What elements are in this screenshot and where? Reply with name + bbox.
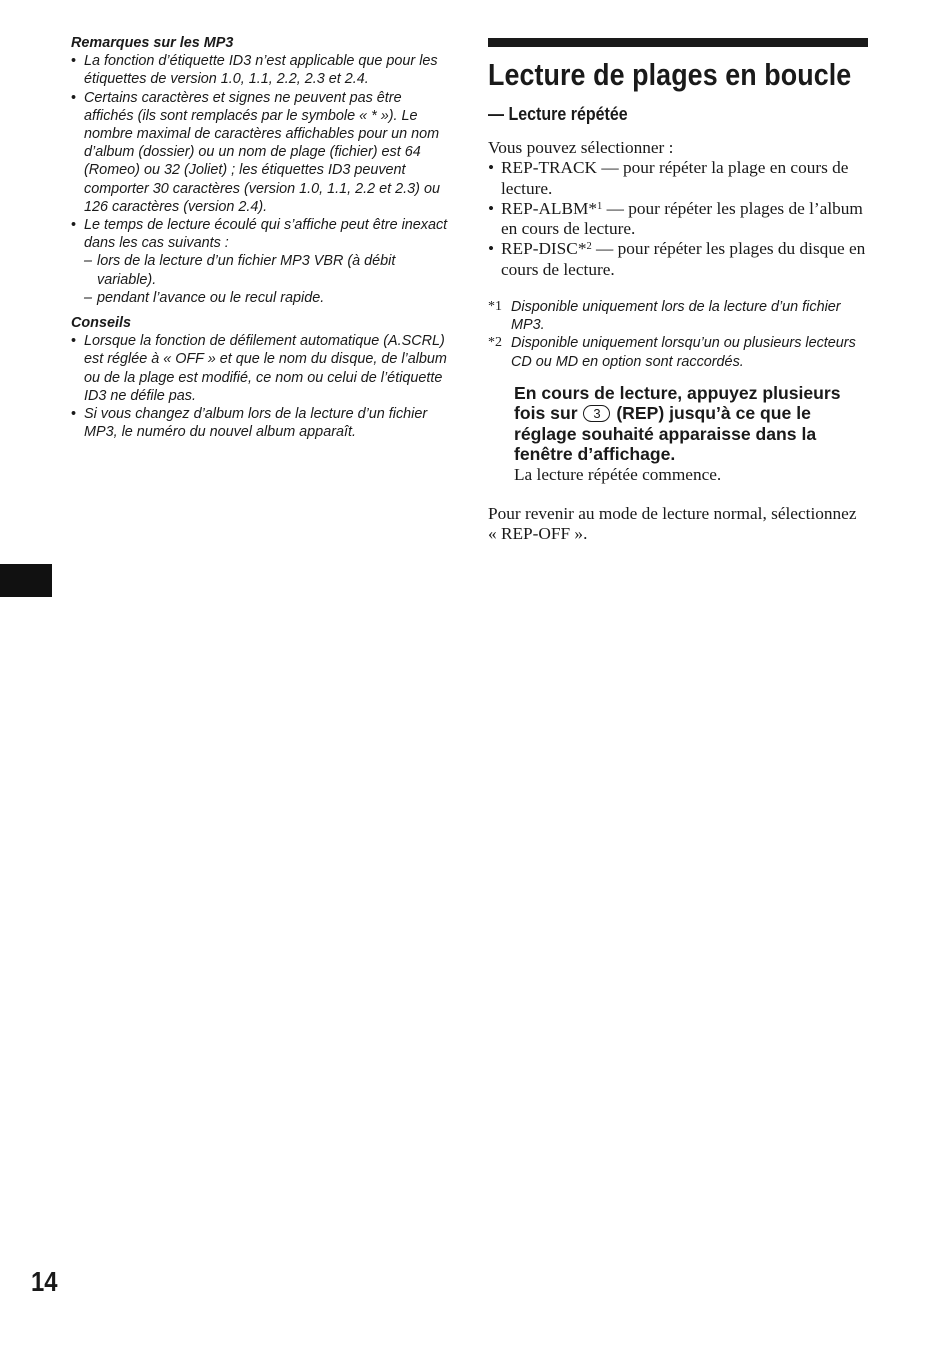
step-text: En cours de lecture, appuyez plusieurs fois sur	[514, 382, 841, 424]
option-text: — pour répéter la plage en cours de lecture.	[501, 158, 849, 198]
tips-list	[71, 332, 455, 441]
procedure-step	[514, 383, 868, 485]
right-column	[488, 38, 868, 545]
tips-heading: Conseils	[71, 315, 131, 332]
left-column	[71, 34, 455, 448]
section-title: Lecture de plages en boucle	[488, 58, 852, 92]
list-item: • La fonction d’étiquette ID3 n’est applicable que pour les étiquettes de version 1.0, 1.1, 2.2, 2.3 et 2.4.	[71, 52, 455, 88]
step-text: (REP) jusqu’à ce que le réglage souhaité apparaisse dans la fenêtre d’affichage.	[514, 403, 817, 465]
list-item: • Certains caractères et signes ne peuvent pas être affichés (ils sont remplacés par le symbole « * »). Le nombre maximal de caractères affichables pour un nom d’album (dossier) ou un nom de plage (fichier) est 64 (Romeo) ou 32 (Joliet) ; les étiquettes ID3 peuvent comporter 30 caractères (version 1.0, 1.1, 2.2 et 2.3) ou 126 caractères (version 2.4).	[71, 89, 455, 216]
footnote-mark: *2	[488, 335, 502, 351]
option-name: REP-DISC*	[501, 239, 587, 259]
step-instruction	[514, 383, 868, 465]
list-item	[488, 199, 868, 240]
footnote	[488, 298, 868, 334]
option-text: — pour répéter les plages de l’album en cours de lecture.	[501, 198, 863, 239]
list-item	[488, 158, 868, 199]
footnote	[488, 334, 868, 370]
mp3-notes-list	[71, 52, 455, 307]
list-item	[488, 239, 868, 280]
footnotes	[488, 298, 868, 371]
section-tab-marker	[0, 564, 52, 597]
footnote-ref: 2	[586, 241, 592, 253]
section-subtitle: — Lecture répétée	[488, 104, 628, 124]
key-3-icon: 3	[583, 405, 610, 422]
sub-list-item: – pendant l’avance ou le recul rapide.	[84, 289, 455, 307]
step-result: La lecture répétée commence.	[514, 464, 722, 484]
option-name: REP-ALBM*	[501, 198, 598, 218]
footnote-ref: 1	[597, 200, 603, 212]
footnote-text: Disponible uniquement lors de la lecture d’un fichier MP3.	[511, 299, 841, 334]
sub-list-item: – lors de la lecture d’un fichier MP3 VBR (à débit variable).	[84, 252, 455, 288]
option-name: REP-TRACK	[501, 158, 598, 178]
list-item-text: Le temps de lecture écoulé qui s’affiche peut être inexact dans les cas suivants :	[84, 217, 448, 252]
outro-text: Pour revenir au mode de lecture normal, sélectionnez « REP-OFF ».	[488, 504, 857, 544]
option-text: — pour répéter les plages du disque en cours de lecture.	[501, 239, 866, 279]
page-number: 14	[31, 1266, 58, 1297]
mp3-notes-heading: Remarques sur les MP3	[71, 35, 234, 51]
list-item: • Si vous changez d’album lors de la lecture d’un fichier MP3, le numéro du nouvel album apparaît.	[71, 405, 455, 441]
list-item: • Lorsque la fonction de défilement automatique (A.SCRL) est réglée à « OFF » et que le nom du disque, de l’album ou de la plage est modifié, ce nom ou celui de l’étiquette ID3 ne défile pas.	[71, 332, 455, 405]
intro-text: Vous pouvez sélectionner :	[488, 138, 674, 157]
footnote-text: Disponible uniquement lorsqu’un ou plusieurs lecteurs CD ou MD en option sont raccordés.	[511, 335, 856, 370]
repeat-options-list	[488, 158, 868, 280]
list-item	[71, 216, 455, 307]
title-rule	[488, 38, 868, 47]
footnote-mark: *1	[488, 299, 502, 315]
